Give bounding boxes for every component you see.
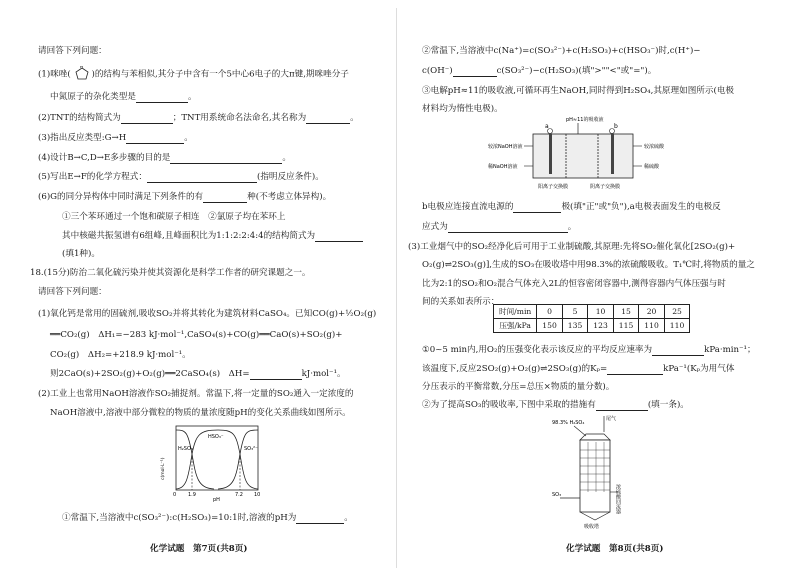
x-tick-1: 1.9 [188,492,196,498]
label-dilute-naoh: 稀NaOH溶液 [488,164,518,170]
tower-inlet-label: SO₃ [552,492,562,498]
q18-2-sub1: ①常温下,当溶液中c(SO₃²⁻):c(H₂SO₃)=10:1时,溶液的pH为 。 [62,513,353,523]
q3-line-c: 比为2:1的SO₂和O₂混合气体充入2L的恒容密闭容器中,测得容器内气体压强与时 [422,279,726,289]
table-cell: 0 [537,305,563,319]
q18-1-line-c: CO₂(g) ΔH₂=+218.9 kJ·mol⁻¹。 [50,350,191,360]
answer-blank[interactable] [136,93,188,103]
answer-blank[interactable] [453,67,497,77]
answer-blank[interactable] [250,370,302,380]
tower-side-label: 浓硫酸回流器 [615,484,621,514]
imidazole-structure-icon [73,66,91,82]
table-row [494,319,690,333]
q2-sub3-line-b: 材料均为惰性电极)。 [422,104,503,114]
table-cell: 5 [562,305,588,319]
q1-line-b: 中氮原子的杂化类型是 。 [50,92,197,102]
page-footer-8: 化学试题 第8页(共8页) [566,544,664,554]
q2-line: (2)TNT的结构简式为 ；TNT用系统命名法命名,其名称为 。 [38,113,359,123]
q5-line: (5)写出E→F的化学方程式： (指明反应条件)。 [38,172,324,182]
table-cell: 15 [613,305,639,319]
table-cell: 123 [588,319,614,333]
label-so3: SO₃²⁻ [244,446,258,452]
table-row [494,305,690,319]
q18-1-line-b: ══CO₂(g) ΔH₁=−283 kJ·mol⁻¹,CaSO₄(s)+CO(g)══CaO(s)+SO₂(g)+ [50,330,343,340]
electrode-a-label: a [545,123,549,130]
answer-blank[interactable] [170,154,282,164]
left-page [0,0,392,579]
answer-blank[interactable] [448,223,568,233]
label-dilute-acid: 稀硫酸 [644,164,660,170]
q2-sub2-line-a: ②常温下,当溶液中c(Na⁺)=c(SO₃²⁻)+c(H₂SO₃)+c(HSO₃⁻)时,c(H⁺)− [422,46,701,56]
table-cell: 25 [664,305,690,319]
answer-blank[interactable] [296,514,344,524]
answer-blank[interactable] [513,203,561,213]
label-conc-acid: 较浓硫酸 [644,144,665,150]
q2-sub3-line-c: b电极应连接直流电源的 极(填"正"或"负"),a电极表面发生的电极反 [422,202,721,212]
q2-sub2-line-b: c(OH⁻) c(SO₃²⁻)−c(H₂SO₃)(填">""<"或"=")。 [422,66,657,76]
q18-2-line-b: NaOH溶液中,溶液中部分微粒的物质的量浓度随pH的变化关系曲线如图所示。 [50,408,351,418]
answer-blank[interactable] [121,114,173,124]
table-cell: 110 [639,319,665,333]
x-axis-label: pH [213,497,220,502]
answer-blank[interactable] [203,193,247,203]
q18-1-line-a: (1)氧化钙是常用的固硫剂,吸收SO₂并将其转化为建筑材料CaSO₄。已知CO(g)+½O₂(g) [38,309,377,319]
electrolysis-diagram [488,114,684,196]
q3-line: (3)指出反应类型:G→H 。 [38,133,193,143]
pressure-time-table [493,304,690,333]
absorption-tower-diagram [552,412,672,532]
table-header: 时间/min [494,305,537,319]
answer-blank[interactable] [126,134,184,144]
x-tick-2: 7.2 [235,492,243,498]
q18-title: 18.(15分)防治二氧化硫污染并使其资源化是科学工作者的研究课题之一。 [30,268,311,278]
table-cell: 10 [588,305,614,319]
table-cell: 135 [562,319,588,333]
label-cation-membrane: 阳离子交换膜 [538,184,569,190]
answer-blank[interactable] [652,346,704,356]
answer-blank[interactable] [607,365,663,375]
q3-line-d: 间的关系如表所示： [422,297,500,307]
q6-conditions: ①三个苯环通过一个饱和碳原子相连 ②氯原子均在苯环上 [62,212,286,222]
page-footer-7: 化学试题 第7页(共8页) [150,544,248,554]
x-tick-0: 0 [173,492,177,498]
q3-line-a: (3)工业烟气中的SO₂经净化后可用于工业制硫酸,其原理:先将SO₂催化氧化[2SO₂(g)+ [408,242,736,252]
answer-blank[interactable] [147,173,257,183]
answer-blank[interactable] [596,401,648,411]
electro-top-label: pH≈11的吸收液 [566,117,604,123]
q3-sub1-line-b: 该温度下,反应2SO₂(g)+O₂(g)⇌2SO₃(g)的Kₚ= kPa⁻¹(Kₚ为用气体 [422,364,735,374]
table-cell: 20 [639,305,665,319]
q6-line: (6)G的同分异构体中同时满足下列条件的有 种(不考虑立体异构)。 [38,192,332,202]
q18-2-line-a: (2)工业上也常用NaOH溶液作SO₂捕捉剂。常温下,将一定量的SO₂通入一定浓度的 [38,389,354,399]
q2-sub3-line-a: ③电解pH≈11的吸收液,可循环再生NaOH,同时得到H₂SO₄,其原理如图所示(电极 [422,86,735,96]
answer-blank[interactable] [315,232,363,242]
table-cell: 150 [537,319,563,333]
q18-intro: 请回答下列问题： [38,287,107,297]
q3-sub2-line: ②为了提高SO₃的吸收率,下图中采取的措施有 (填一条)。 [422,400,689,410]
species-distribution-chart [158,420,268,502]
q1-line: (1)咪唑( H )的结构与苯相似,其分子中含有一个5中心6电子的大π键,期咪唑分子 [38,66,349,82]
x-tick-3: 10 [254,492,261,498]
tower-name-label: 吸收塔 [584,524,600,530]
q3-sub1-line-a: ①0~5 min内,用O₂的压强变化表示该反应的平均反应速率为 kPa·min⁻¹； [422,345,756,355]
electrode-b-label: b [614,123,618,130]
label-anion-membrane: 阴离子交换膜 [590,184,621,190]
answer-blank[interactable] [306,114,350,124]
intro-text: 请回答下列问题： [38,46,107,56]
q18-1-line-d: 则2CaO(s)+2SO₂(g)+O₂(g)══2CaSO₄(s) ΔH= kJ·mol⁻¹。 [50,369,346,379]
svg-text:H: H [80,66,84,69]
tower-top-label: 98.3% H₂SO₄ [552,420,585,426]
table-header: 压强/kPa [494,319,537,333]
table-cell: 115 [613,319,639,333]
q2-sub3-line-e: 应式为 。 [422,222,577,232]
label-conc-naoh: 较浓NaOH溶液 [488,144,523,150]
q6-line-c: 其中核磁共振氢谱有6组峰,且峰面积比为1:1:2:2:4:4的结构简式为 [62,231,363,242]
tower-exhaust-label: 尾气 [606,416,617,422]
curve-so3 [218,430,258,489]
label-hso3: HSO₃⁻ [208,434,224,440]
q4-line: (4)设计B→C,D→E多步骤的目的是 。 [38,153,292,163]
page-divider [396,8,397,568]
q3-sub1-line-c: 分压表示的平衡常数,分压=总压×物质的量分数)。 [422,382,615,392]
y-axis-label: c(mol·L⁻¹) [161,457,166,480]
label-h2so3: H₂SO₃ [178,446,193,452]
q3-line-b: O₂(g)⇌2SO₃(g)],生成的SO₃在吸收塔中用98.3%的浓硫酸吸收。T₁℃时,将物质的量之 [422,260,755,270]
table-cell: 110 [664,319,690,333]
q6-line-d: (填1种)。 [62,249,100,259]
